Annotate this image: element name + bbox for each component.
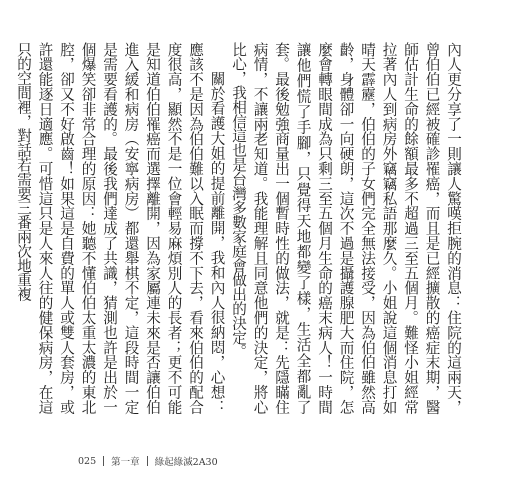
paragraph: 關於看護大姐的提前離開，我和內人很納悶，心想：應該不是因為伯伯難以入眠而撐不下去，看來伯伯的配合度很高，顯然不是一位會輕易麻煩別人的長者；更不可能是知道伯伯罹癌而選擇離開，因為家屬連未來是否讓伯伯進入緩和病房（安寧病房）都還舉棋不定，這段時間一定是需要看護的。最後我們達成了共識，猜測也許是出於一個爆笑卻非常合理的原因：她聽不懂伯伯太重太濃的東北腔，卻又不好啟齒！如果這是自費的單人或雙人套房，或許還能逐日適應。可惜這只是人來人往的健保病房，在這只的空間裡，對話若需要三番兩次地重複 (15, 42, 226, 414)
vertical-text-block (15, 42, 464, 414)
paragraph: 內人更分享了一則讓人驚嘆拒腕的消息：住院的這兩天，曾伯伯已經被確診罹癌，而且是已經擴散的癌症末期，醫師估計生命的餘額最多不超過三至五個月。難怪小姐經常拉著內人到病房外竊竊私語那麼久。小姐說這個消息打如晴天霹靂，伯伯的子女們完全無法接受，因為伯伯雖然高齡，身體卻一向硬朗，這次不過是攝護腺肥大而住院，怎麼會轉眼間成為只剩三至五個月生命的癌末病人！一時間讓他們慌了手腳，只覺得天地都變了樣，生活全都亂了套。最後勉強商量出一個暫時性的做法，就是：先隱瞞住病情，不讓兩老知道。我能理解且同意他們的決定，將心比心，我相信這也是台灣多數家庭會做出的決定。 (230, 42, 462, 414)
footer-divider (147, 456, 148, 466)
page-number: 025 (78, 455, 97, 467)
chapter-label: 第一章 (111, 457, 140, 468)
page-footer (78, 454, 218, 468)
book-title: 綠起綠滅2A30 (154, 457, 218, 468)
footer-divider (103, 456, 104, 466)
